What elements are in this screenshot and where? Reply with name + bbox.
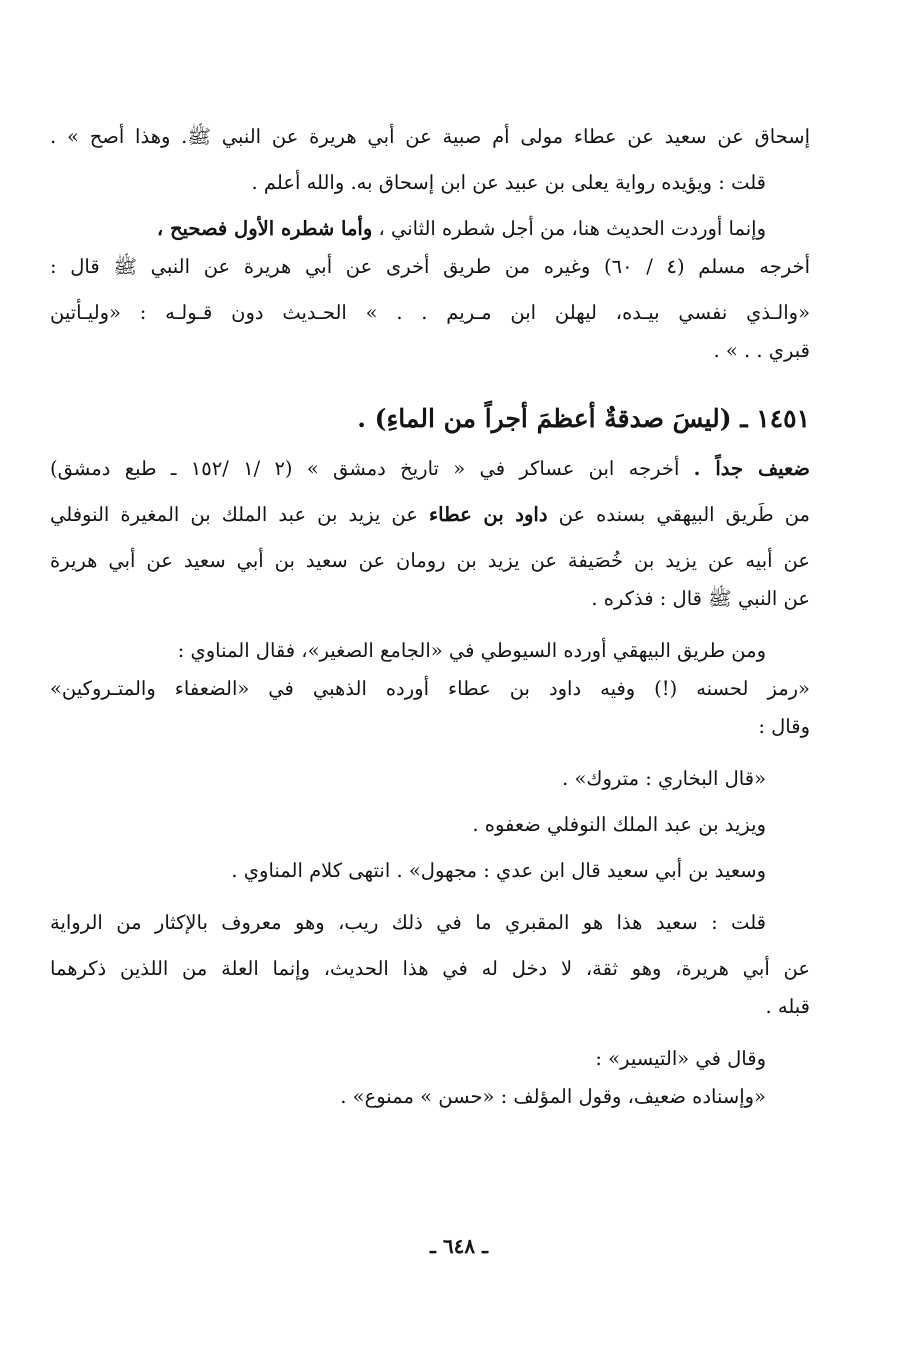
text-span: عن يزيد بن عبد الملك بن المغيرة النوفلي: [50, 503, 418, 526]
text-line: ومن طريق البيهقي أورده السيوطي في «الجامع الصغير»، فقال المناوي :: [177, 639, 766, 662]
text-line: إسحاق عن سعيد عن عطاء مولى أم صبية عن أبي هريرة عن النبي ﷺ. وهذا أصح » .: [50, 125, 810, 148]
text-line: قبري . . » .: [713, 339, 810, 362]
text-line: قلت : سعيد هذا هو المقبري ما في ذلك ريب، وهو معروف بالإكثار من الرواية: [50, 911, 766, 934]
text-span: من طَريق البيهقي بسنده عن: [558, 503, 811, 526]
text-line: «رمز لحسنه (!) وفيه داود بن عطاء أورده الذهبي في «الضعفاء والمتـروكين»: [50, 677, 810, 700]
text-line: وسعيد بن أبي سعيد قال ابن عدي : مجهول» . انتهى كلام المناوي .: [231, 859, 766, 882]
text-line: «قال البخاري : متروك» .: [562, 767, 766, 790]
text-line: ويزيد بن عبد الملك النوفلي ضعفوه .: [472, 813, 766, 836]
text-line: عن أبيه عن يزيد بن خُصَيفة عن يزيد بن رومان عن سعيد بن أبي سعيد عن أبي هريرة: [50, 549, 810, 572]
text-line: [50, 496, 810, 534]
text-line: قبله .: [765, 995, 810, 1018]
text-line: [50, 450, 810, 488]
text-line: عن أبي هريرة، وهو ثقة، لا دخل له في هذا الحديث، وإنما العلة من اللذين ذكرهما: [50, 957, 810, 980]
hadith-heading: ١٤٥١ ـ (ليسَ صدقةٌ أعظمَ أجراً من الماءِ) .: [357, 404, 810, 433]
text-span: وإنما أوردت الحديث هنا، من أجل شطره الثاني ،: [378, 217, 766, 240]
text-span: أخرجه ابن عساكر في « تاريخ دمشق » (٢ /١ /١٥٢ ـ طبع دمشق): [50, 457, 680, 480]
page-content: [50, 118, 810, 1116]
text-line: وقال في «التيسير» :: [595, 1047, 766, 1070]
page-number: ـ ٦٤٨ ـ: [430, 1234, 488, 1258]
text-line: عن النبي ﷺ قال : فذكره .: [591, 587, 810, 610]
text-line: «والـذي نفسي بيـده، ليهلن ابن مـريم . . » الحـديث دون قـولـه : «وليـأتين: [50, 301, 810, 324]
text-line: [50, 210, 810, 248]
text-line: أخرجه مسلم (٤ / ٦٠) وغيره من طريق أخرى عن أبي هريرة عن النبي ﷺ قال :: [50, 255, 811, 278]
text-line: قلت : ويؤيده رواية يعلى بن عبيد عن ابن إسحاق به. والله أعلم .: [251, 171, 766, 194]
grading-label: ضعيف جداً .: [693, 457, 810, 480]
text-line: «وإسناده ضعيف، وقول المؤلف : «حسن » ممنوع» .: [340, 1085, 766, 1108]
text-line: وقال :: [758, 715, 810, 738]
narrator-name: داود بن عطاء: [428, 503, 548, 526]
bold-text: وأما شطره الأول فصحيح ،: [156, 217, 373, 240]
